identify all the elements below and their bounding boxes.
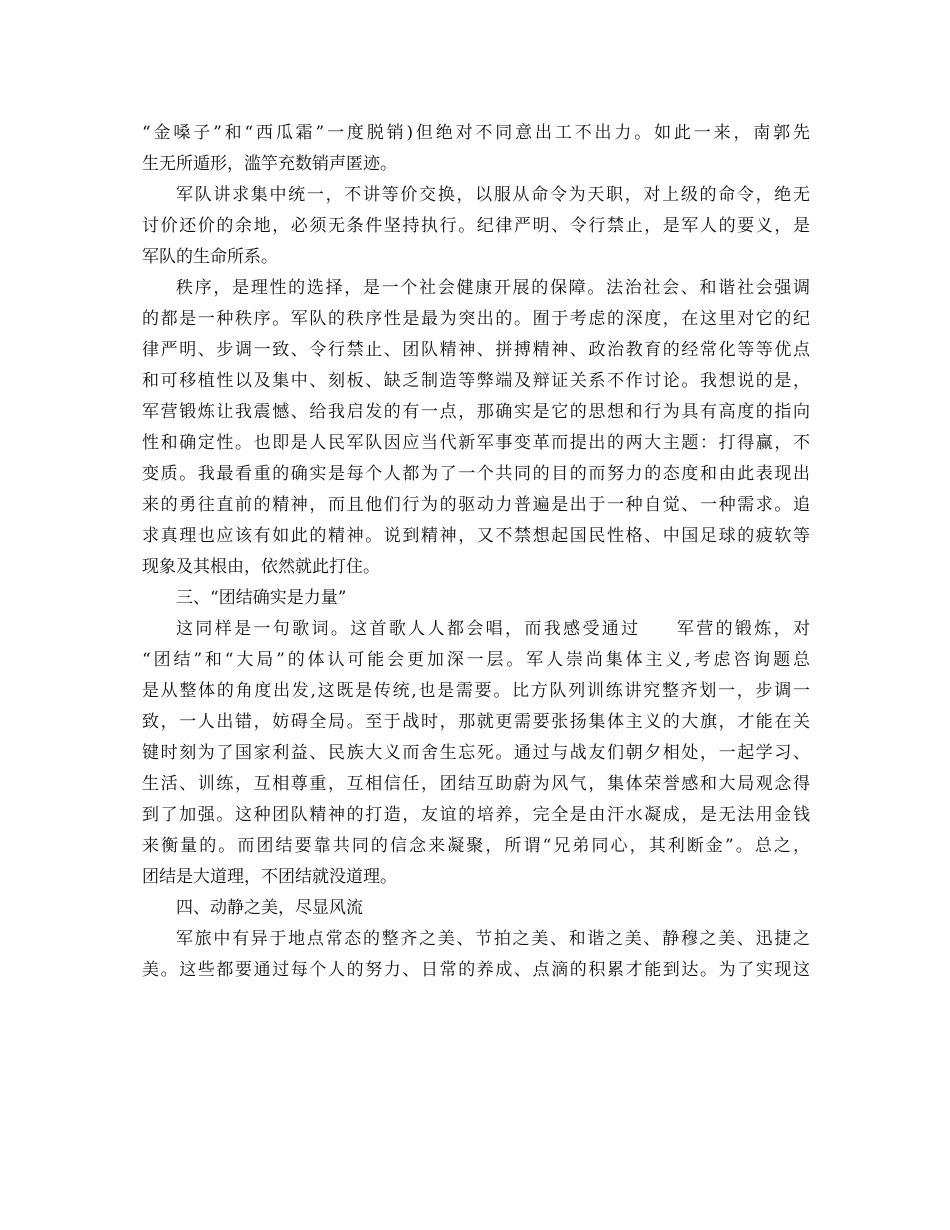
text-line: 律严明、步调一致、令行禁止、团队精神、拼搏精神、政治教育的经常化等等优点 <box>142 340 810 360</box>
text-line: 三、“团结确实是力量” <box>176 588 347 608</box>
text-line: 现象及其根由，依然就此打住。 <box>142 557 380 577</box>
text-line: 致，一人出错，妨碍全局。至于战时，那就更需要张扬集体主义的大旗，才能在关 <box>142 712 810 732</box>
document-body <box>142 118 810 986</box>
text-line: 来衡量的。而团结要靠共同的信念来凝聚，所谓“兄弟同心，其利断金”。总之， <box>142 836 810 856</box>
text-line: 变质。我最看重的确实是每个人都为了一个共同的目的而努力的态度和由此表现出 <box>142 464 810 484</box>
text-line: 求真理也应该有如此的精神。说到精神，又不禁想起国民性格、中国足球的疲软等 <box>142 526 810 546</box>
text-line: 到了加强。这种团队精神的打造，友谊的培养，完全是由汗水凝成，是无法用金钱 <box>142 805 810 825</box>
text-line: 键时刻为了国家利益、民族大义而舍生忘死。通过与战友们朝夕相处，一起学习、 <box>142 743 810 763</box>
text-line: 军旅中有异于地点常态的整齐之美、节拍之美、和谐之美、静穆之美、迅捷之 <box>176 929 810 949</box>
text-line: 生活、训练，互相尊重，互相信任，团结互助蔚为风气，集体荣誉感和大局观念得 <box>142 774 810 794</box>
text-line: “金嗓子”和“西瓜霜”一度脱销)但绝对不同意出工不出力。如此一来，南郭先 <box>142 123 810 143</box>
text-line: 是从整体的角度出发,这既是传统,也是需要。比方队列训练讲究整齐划一，步调一 <box>142 681 810 701</box>
text-line: 军营锻炼让我震憾、给我启发的有一点，那确实是它的思想和行为具有高度的指向 <box>142 402 810 422</box>
text-line: 军队讲求集中统一，不讲等价交换，以服从命令为天职，对上级的命令，绝无 <box>176 185 810 205</box>
text-line: 性和确定性。也即是人民军队因应当代新军事变革而提出的两大主题：打得赢，不 <box>142 433 810 453</box>
text-line: 生无所遁形，滥竽充数销声匿迹。 <box>142 154 397 174</box>
text-line: 美。这些都要通过每个人的努力、日常的养成、点滴的积累才能到达。为了实现这 <box>142 960 810 980</box>
text-line: 团结是大道理，不团结就没道理。 <box>142 867 397 887</box>
text-line: 军队的生命所系。 <box>142 247 278 267</box>
text-line: 秩序，是理性的选择，是一个社会健康开展的保障。法治社会、和谐社会强调 <box>176 278 810 298</box>
text-segment: 军营的锻炼，对 <box>674 619 810 639</box>
text-line: 和可移植性以及集中、刻板、缺乏制造等弊端及辩证关系不作讨论。我想说的是， <box>142 371 810 391</box>
text-line: “团结”和“大局”的体认可能会更加深一层。军人崇尚集体主义,考虑咨询题总 <box>142 650 810 670</box>
text-line: 的都是一种秩序。军队的秩序性是最为突出的。囿于考虑的深度，在这里对它的纪 <box>142 309 810 329</box>
text-line <box>142 614 810 645</box>
text-segment: 这同样是一句歌词。这首歌人人都会唱，而我感受通过 <box>176 619 641 639</box>
text-line: 四、动静之美，尽显风流 <box>176 898 363 918</box>
text-line: 讨价还价的余地，必须无条件坚持执行。纪律严明、令行禁止，是军人的要义，是 <box>142 216 810 236</box>
text-line: 来的勇往直前的精神，而且他们行为的驱动力普遍是出于一种自觉、一种需求。追 <box>142 495 810 515</box>
